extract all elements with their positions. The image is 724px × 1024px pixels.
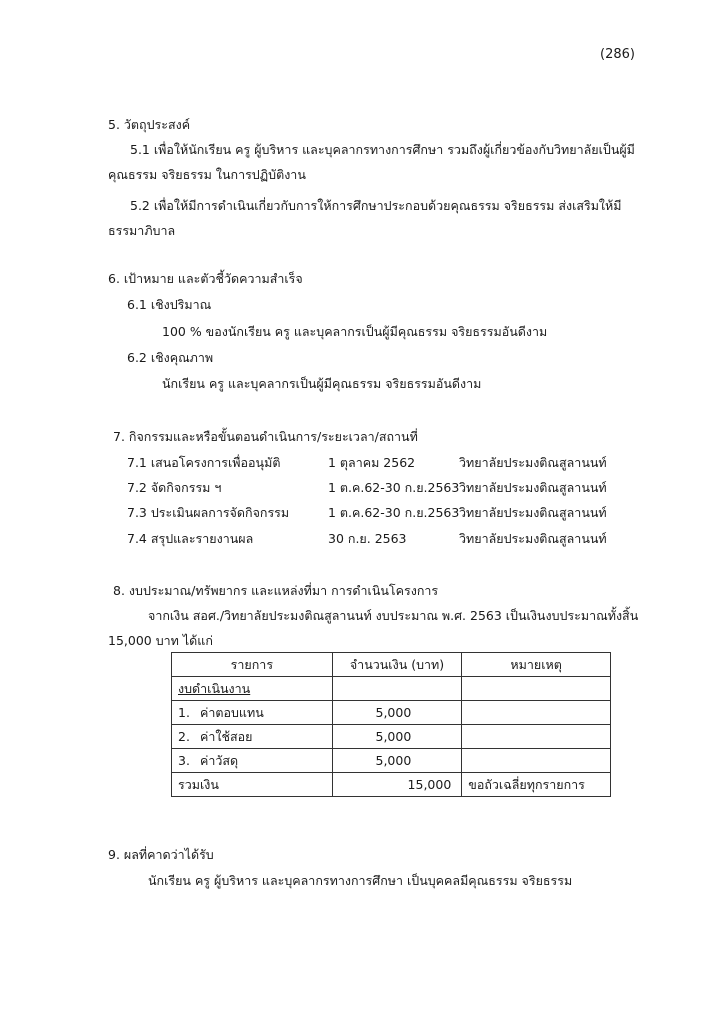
table-row	[172, 677, 611, 701]
table-header-row	[172, 653, 611, 677]
item-name: ค่าวัสดุ	[199, 752, 239, 768]
item-amount: 5,000	[332, 701, 462, 725]
item-number: 2.	[178, 728, 190, 744]
activity-date: 1 ต.ค.62-30 ก.ย.2563	[328, 505, 460, 520]
objective-5-1-line-2: คุณธรรม จริยธรรม ในการปฏิบัติงาน	[108, 167, 306, 182]
total-label: รวมเงิน	[172, 773, 333, 797]
activity-name: 7.4 สรุปและรายงานผล	[127, 531, 254, 546]
item-note	[462, 749, 611, 773]
total-row	[172, 773, 611, 797]
column-header: รายการ	[172, 653, 333, 677]
activity-place: วิทยาลัยประมงติณสูลานนท์	[459, 505, 607, 520]
section-6-heading: 6. เป้าหมาย และตัวชี้วัดความสำเร็จ	[108, 271, 303, 286]
table-cell	[462, 677, 611, 701]
section-9-heading: 9. ผลที่คาดว่าได้รับ	[108, 847, 214, 862]
activity-name: 7.2 จัดกิจกรรม ฯ	[127, 480, 222, 495]
item-amount: 5,000	[332, 725, 462, 749]
budget-table	[171, 652, 611, 797]
table-cell	[332, 677, 462, 701]
table-row	[172, 749, 611, 773]
section-8-heading: 8. งบประมาณ/ทรัพยากร และแหล่งที่มา การดำเนินโครงการ	[113, 583, 439, 598]
section-label: งบดำเนินงาน	[178, 680, 251, 696]
table-row	[172, 701, 611, 725]
target-quality-label: 6.2 เชิงคุณภาพ	[127, 350, 214, 365]
objective-5-2-line-2: ธรรมาภิบาล	[108, 223, 176, 238]
item-name: ค่าใช้สอย	[199, 728, 253, 744]
item-note	[462, 725, 611, 749]
item-number: 3.	[178, 752, 190, 768]
budget-description-line-1: จากเงิน สอศ./วิทยาลัยประมงติณสูลานนท์ งบประมาณ พ.ศ. 2563 เป็นเงินงบประมาณทั้งสิ้น	[148, 608, 639, 623]
table-cell	[172, 725, 333, 749]
column-header: จำนวนเงิน (บาท)	[332, 653, 462, 677]
activity-place: วิทยาลัยประมงติณสูลานนท์	[459, 455, 607, 470]
column-header: หมายเหตุ	[462, 653, 611, 677]
target-quantity-label: 6.1 เชิงปริมาณ	[127, 297, 212, 312]
target-quantity-text: 100 % ของนักเรียน ครู และบุคลากรเป็นผู้มีคุณธรรม จริยธรรมอันดีงาม	[162, 324, 548, 339]
table-cell	[172, 677, 333, 701]
activity-place: วิทยาลัยประมงติณสูลานนท์	[459, 480, 607, 495]
item-note	[462, 701, 611, 725]
expected-result-text: นักเรียน ครู ผู้บริหาร และบุคลากรทางการศึกษา เป็นบุคคลมีคุณธรรม จริยธรรม	[148, 873, 573, 888]
table-row	[172, 725, 611, 749]
objective-5-2-line-1: 5.2 เพื่อให้มีการดำเนินเกี่ยวกับการให้การศึกษาประกอบด้วยคุณธรรม จริยธรรม ส่งเสริมให้มี	[130, 198, 622, 213]
section-7-heading: 7. กิจกรรมและหรือขั้นตอนดำเนินการ/ระยะเวลา/สถานที่	[113, 429, 418, 444]
activity-name: 7.1 เสนอโครงการเพื่ออนุมัติ	[127, 455, 281, 470]
total-amount: 15,000	[332, 773, 462, 797]
activity-date: 1 ต.ค.62-30 ก.ย.2563	[328, 480, 460, 495]
activity-name: 7.3 ประเมินผลการจัดกิจกรรม	[127, 505, 290, 520]
page-number: (286)	[600, 47, 635, 62]
total-note: ขอถัวเฉลี่ยทุกรายการ	[462, 773, 611, 797]
item-number: 1.	[178, 704, 190, 720]
target-quality-text: นักเรียน ครู และบุคลากรเป็นผู้มีคุณธรรม จริยธรรมอันดีงาม	[162, 376, 482, 391]
item-name: ค่าตอบแทน	[199, 704, 264, 720]
section-5-heading: 5. วัตถุประสงค์	[108, 117, 191, 132]
budget-description-line-2: 15,000 บาท ได้แก่	[108, 633, 213, 648]
item-amount: 5,000	[332, 749, 462, 773]
objective-5-1-line-1: 5.1 เพื่อให้นักเรียน ครู ผู้บริหาร และบุคลากรทางการศึกษา รวมถึงผู้เกี่ยวข้องกับวิทยาลัยเป็นผู้มี	[130, 142, 635, 157]
activity-date: 30 ก.ย. 2563	[328, 531, 407, 546]
activity-place: วิทยาลัยประมงติณสูลานนท์	[459, 531, 607, 546]
table-cell	[172, 749, 333, 773]
activity-date: 1 ตุลาคม 2562	[328, 455, 416, 470]
table-cell	[172, 701, 333, 725]
